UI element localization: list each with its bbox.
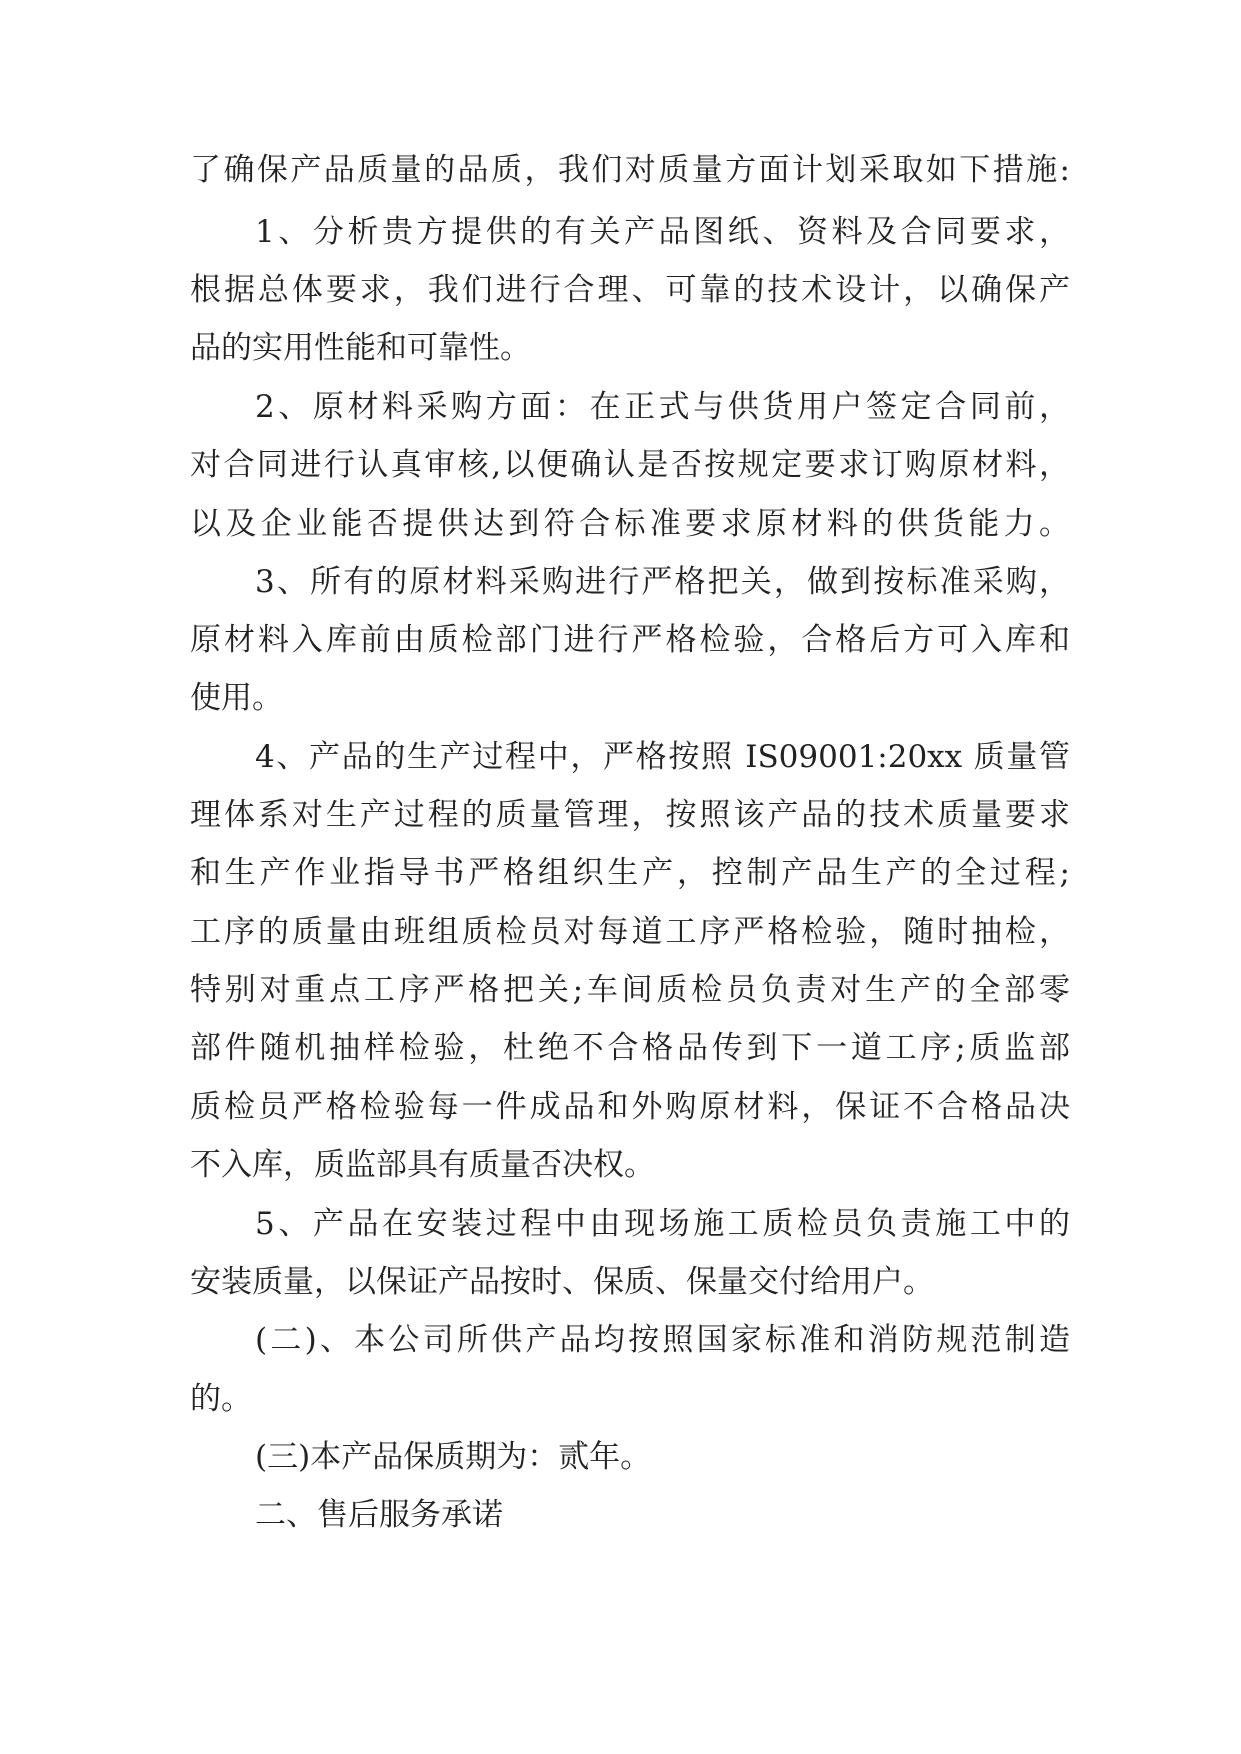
text-line: 原材料入库前由质检部门进行严格检验，合格后方可入库和	[190, 622, 1070, 658]
text-line: 根据总体要求，我们进行合理、可靠的技术设计，以确保产	[190, 272, 1070, 308]
text-line: 不入库，质监部具有质量否决权。	[190, 1147, 655, 1183]
text-line: 使用。	[190, 680, 283, 716]
text-line: (三)本产品保质期为：贰年。	[255, 1439, 652, 1475]
section-heading: 二、售后服务承诺	[255, 1497, 503, 1533]
text-line: 理体系对生产过程的质量管理，按照该产品的技术质量要求	[190, 797, 1070, 833]
text-line: 部件随机抽样检验，杜绝不合格品传到下一道工序;质监部	[190, 1030, 1070, 1066]
text-line: 3、所有的原材料采购进行严格把关，做到按标准采购，	[255, 564, 1070, 600]
text-line: (二)、本公司所供产品均按照国家标准和消防规范制造	[255, 1322, 1070, 1358]
text-line: 1、分析贵方提供的有关产品图纸、资料及合同要求，	[255, 214, 1070, 250]
text-line: 特别对重点工序严格把关;车间质检员负责对生产的全部零	[190, 972, 1070, 1008]
text-line: 质检员严格检验每一件成品和外购原材料，保证不合格品决	[190, 1089, 1070, 1125]
text-line: 工序的质量由班组质检员对每道工序严格检验，随时抽检，	[190, 914, 1070, 950]
text-line: 了确保产品质量的品质，我们对质量方面计划采取如下措施:	[190, 152, 1070, 188]
text-line: 4、产品的生产过程中，严格按照 IS09001:20xx 质量管	[255, 739, 1070, 775]
text-line: 以及企业能否提供达到符合标准要求原材料的供货能力。	[190, 506, 1070, 542]
text-line: 2、原材料采购方面：在正式与供货用户签定合同前，	[255, 389, 1070, 425]
text-line: 品的实用性能和可靠性。	[190, 330, 531, 366]
text-line: 和生产作业指导书严格组织生产，控制产品生产的全过程;	[190, 855, 1070, 891]
text-line: 对合同进行认真审核,以便确认是否按规定要求订购原材料，	[190, 447, 1070, 483]
text-line: 5、产品在安装过程中由现场施工质检员负责施工中的	[255, 1206, 1070, 1242]
text-line: 的。	[190, 1381, 252, 1417]
text-line: 安装质量，以保证产品按时、保质、保量交付给用户。	[190, 1264, 934, 1300]
